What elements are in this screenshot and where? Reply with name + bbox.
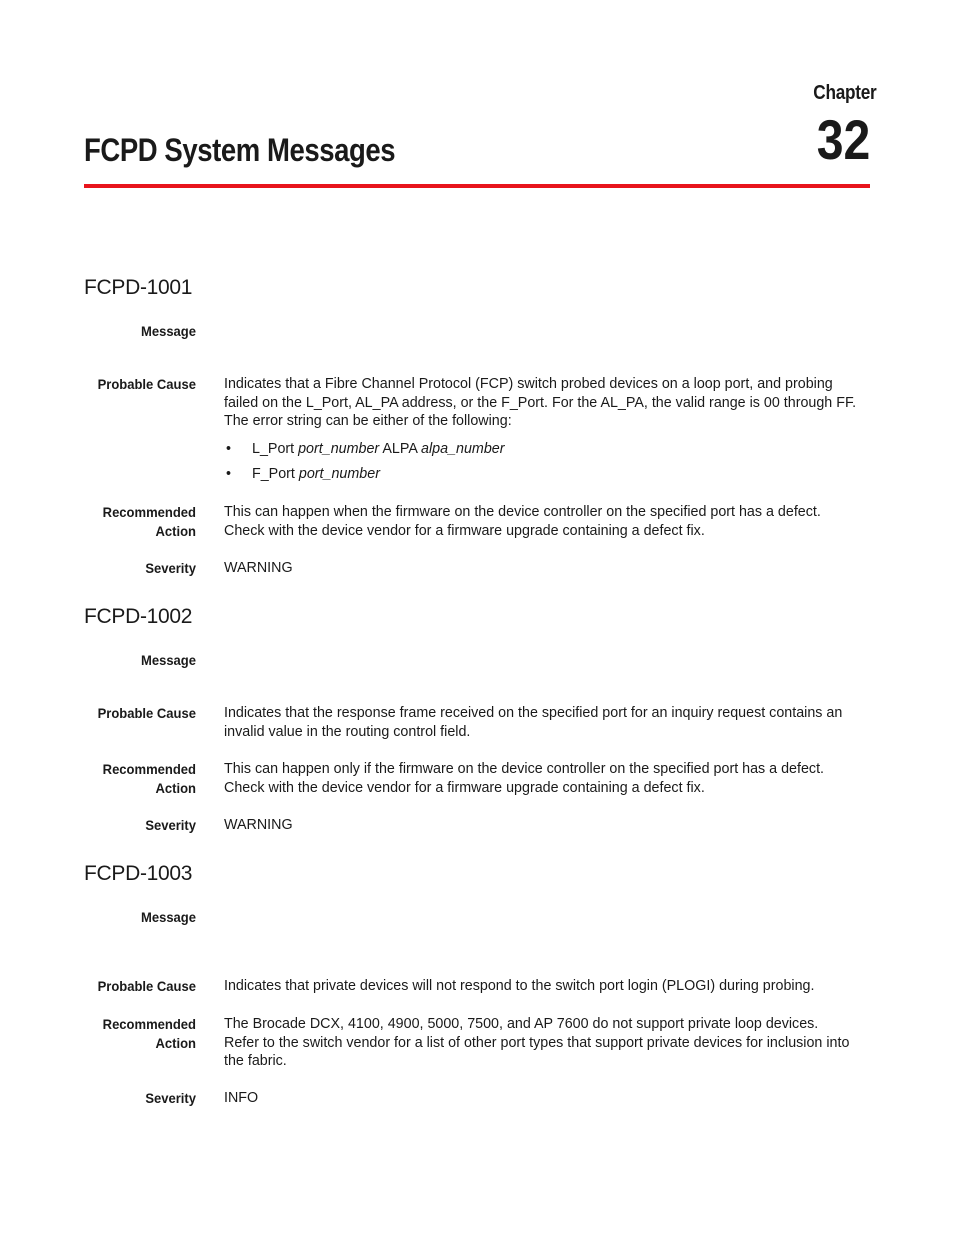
probable-cause-text bbox=[224, 375, 874, 431]
list-item-variable: port_number bbox=[298, 466, 380, 482]
probable-cause-label: Probable Cause bbox=[97, 705, 196, 721]
text-line: Indicates that the response frame received on the specified port for an inquiry request contains an bbox=[224, 705, 843, 721]
severity-label: Severity bbox=[145, 817, 196, 833]
label-line: Action bbox=[155, 1035, 196, 1051]
text-line: Check with the device vendor for a firmware upgrade containing a defect fix. bbox=[224, 779, 705, 796]
section-heading-fcpd-1003: FCPD-1003 bbox=[84, 862, 193, 885]
text-line: invalid value in the routing control field. bbox=[224, 723, 471, 740]
section-heading-fcpd-1001: FCPD-1001 bbox=[84, 276, 193, 299]
text-line: failed on the L_Port, AL_PA address, or the F_Port. For the AL_PA, the valid range is 00 through FF. bbox=[224, 394, 857, 411]
list-item-text: ALPA bbox=[379, 441, 422, 457]
text-line: Indicates that private devices will not respond to the switch port login (PLOGI) during probing. bbox=[224, 978, 815, 994]
message-label: Message bbox=[140, 652, 196, 668]
label-line: Action bbox=[155, 780, 196, 796]
text-line: The Brocade DCX, 4100, 4900, 5000, 7500, and AP 7600 do not support private loop devices. bbox=[224, 1016, 819, 1032]
recommended-action-text bbox=[224, 503, 874, 540]
message-label: Message bbox=[140, 909, 196, 925]
title-rule bbox=[84, 184, 870, 188]
message-label: Message bbox=[140, 323, 196, 339]
label-line: Recommended bbox=[102, 761, 196, 777]
probable-cause-text bbox=[224, 977, 874, 996]
text-line: Indicates that a Fibre Channel Protocol (FCP) switch probed devices on a loop port, and probing bbox=[224, 376, 833, 392]
recommended-action-text bbox=[224, 1015, 874, 1071]
text-line: This can happen when the firmware on the device controller on the specified port has a defect. bbox=[224, 504, 821, 520]
probable-cause-label: Probable Cause bbox=[97, 376, 196, 392]
list-item-variable: alpa_number bbox=[421, 441, 505, 457]
text-line: Refer to the switch vendor for a list of other port types that support private devices for inclusion into bbox=[224, 1034, 850, 1051]
severity-label: Severity bbox=[145, 1090, 196, 1106]
chapter-number: 32 bbox=[816, 108, 870, 171]
list-item bbox=[224, 440, 864, 465]
text-line: the fabric. bbox=[224, 1053, 287, 1069]
severity-value: WARNING bbox=[224, 560, 293, 576]
probable-cause-text bbox=[224, 704, 874, 741]
error-string-list bbox=[224, 440, 864, 490]
recommended-action-label bbox=[66, 760, 196, 798]
label-line: Recommended bbox=[102, 1016, 196, 1032]
severity-value: INFO bbox=[224, 1090, 259, 1106]
severity-label: Severity bbox=[145, 560, 196, 576]
section-heading-fcpd-1002: FCPD-1002 bbox=[84, 605, 193, 628]
label-line: Action bbox=[155, 523, 196, 539]
page-title: FCPD System Messages bbox=[84, 132, 396, 168]
text-line: The error string can be either of the following: bbox=[224, 413, 512, 429]
recommended-action-label bbox=[66, 1015, 196, 1053]
list-item-text: L_Port bbox=[252, 441, 299, 457]
label-line: Recommended bbox=[102, 504, 196, 520]
probable-cause-label: Probable Cause bbox=[97, 978, 196, 994]
text-line: Check with the device vendor for a firmware upgrade containing a defect fix. bbox=[224, 522, 705, 539]
chapter-label: Chapter bbox=[812, 82, 876, 104]
recommended-action-label bbox=[66, 503, 196, 541]
list-item bbox=[224, 465, 864, 490]
bullet-icon: • bbox=[226, 466, 232, 482]
severity-value: WARNING bbox=[224, 817, 293, 833]
list-item-variable: port_number bbox=[298, 441, 380, 457]
list-item-text: F_Port bbox=[252, 466, 299, 482]
recommended-action-text bbox=[224, 760, 874, 797]
bullet-icon: • bbox=[226, 441, 232, 457]
text-line: This can happen only if the firmware on the device controller on the specified port has a defect. bbox=[224, 761, 825, 777]
